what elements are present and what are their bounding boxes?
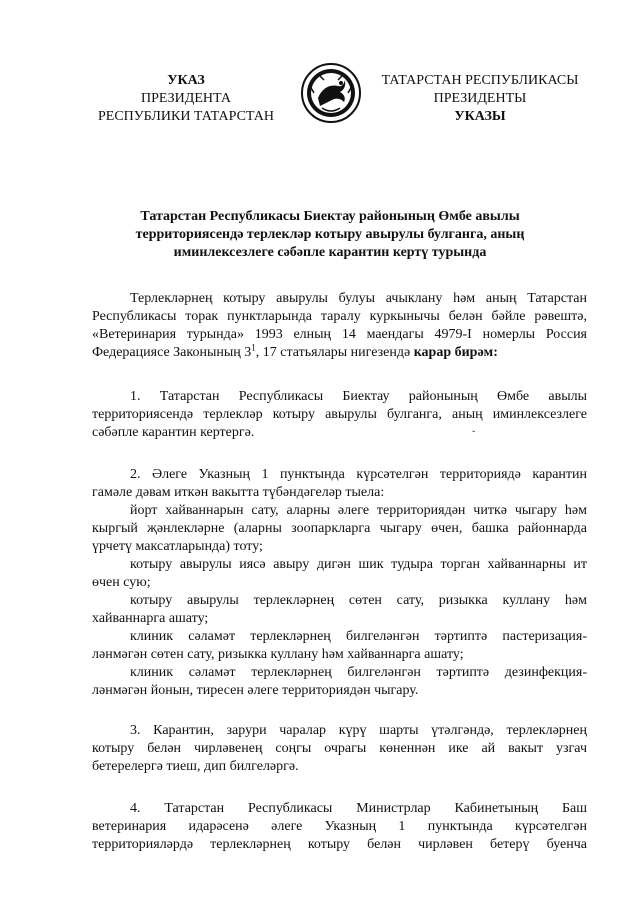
document-body: [92, 290, 587, 854]
superscript: 1: [251, 342, 256, 353]
item-line: котыру авырулы иясә авыру дигән шик тудыра торган хайваннарны ит: [130, 557, 587, 572]
document-title: [110, 208, 550, 262]
item-4: [92, 800, 587, 854]
preamble-line: «Ветеринария турында» 1993 елның 14 маендагы 4979-I номерлы Россия: [92, 327, 587, 342]
item-3: [92, 722, 587, 776]
preamble-line-last: [92, 344, 587, 362]
preamble-law-ref: Федерациясе Законының 3: [92, 345, 252, 360]
item-line: үрчетү максатларында) тоту;: [92, 539, 263, 554]
item-line: котыру белән чирләвенең соңгы очрагы көненнән ике ай вакыт узгач: [92, 741, 587, 756]
header-russian-block: [82, 72, 290, 126]
header-left-line: УКАЗ: [167, 73, 205, 88]
item-line: ләнмәгән сөтен сату, ризыкка куллану һәм хайваннарга ашату;: [92, 647, 464, 662]
header-right-line: ТАТАРСТАН РЕСПУБЛИКАСЫ: [381, 73, 579, 88]
item-line: клиник сәламәт терлекләрнең билгеләнгән тәртиптә пастеризация-: [130, 629, 587, 644]
item-line: территорияләрдә терлекләрнең котыру белән чирләвен бетерү буенча: [92, 837, 587, 852]
item-line: территориясендә терлекләр котыру авырулы булганга, аның иминлексезлеге: [92, 407, 587, 422]
header-right-line: ПРЕЗИДЕНТЫ: [433, 91, 527, 106]
item-line: кыргый җәнлекләрне (аларны зоопаркларга чыгару өчен, башка районнарда: [92, 521, 587, 536]
preamble-articles: , 17 статьялары нигезендә: [255, 345, 414, 360]
item-line: ләнмәгән йонын, тиресен әлеге территориядән чыгару.: [92, 683, 419, 698]
preamble-line: Республикасы торак пунктларында таралу куркынычы белән бәйле рәвештә,: [92, 309, 587, 324]
header-right-line: УКАЗЫ: [454, 109, 506, 124]
item-line: клиник сәламәт терлекләрнең билгеләнгән тәртиптә дезинфекция-: [130, 665, 587, 680]
item-line: хайваннарга ашату;: [92, 611, 209, 626]
item-line: 2. Әлеге Указның 1 пунктында күрсәтелгән территориядә карантин: [130, 467, 587, 482]
item-line: 1. Татарстан Республикасы Биектау районының Өмбе авылы: [130, 389, 587, 404]
scan-mark: ˇ: [472, 430, 476, 441]
preamble-paragraph: [92, 290, 587, 362]
item-2: [92, 466, 587, 700]
header-left-line: ПРЕЗИДЕНТА: [141, 91, 231, 106]
preamble-line: Терлекләрнең котыру авырулы булуы ачыклану һәм аның Татарстан: [130, 291, 587, 306]
item-line: 4. Татарстан Республикасы Министрлар Кабинетының Баш: [130, 801, 587, 816]
decree-phrase: карар бирәм:: [413, 345, 498, 360]
item-line: йорт хайваннарын сату, аларны әлеге территориядән читкә чыгару һәм: [130, 503, 587, 518]
item-line: бетерелергә тиеш, дип билгеләргә.: [92, 759, 299, 774]
title-line: Татарстан Республикасы Биектау районының Өмбе авылы: [140, 209, 520, 224]
item-line: гамәле дәвам иткән вакытта түбәндәгеләр тыела:: [92, 485, 385, 500]
item-line: ветеринария идарәсенә әлеге Указның 1 пунктында күрсәтелгән: [92, 819, 587, 834]
document-header: [0, 0, 640, 140]
item-1: [92, 388, 587, 442]
item-line: өчен сую;: [92, 575, 151, 590]
item-line: сәбәпле карантин кертергә.: [92, 425, 255, 440]
item-line: 3. Карантин, зарури чаралар күрү шарты үтәлгәндә, терлекләрнең: [130, 723, 587, 738]
coat-of-arms-icon: [300, 62, 362, 124]
item-line: котыру авырулы терлекләрнең сөтен сату, ризыкка куллану һәм: [130, 593, 587, 608]
header-left-line: РЕСПУБЛИКИ ТАТАРСТАН: [97, 109, 274, 124]
header-tatar-block: [368, 72, 592, 126]
title-line: иминлексезлеге сәбәпле карантин кертү турында: [173, 245, 487, 260]
title-line: территориясендә терлекләр котыру авырулы булганга, аның: [135, 227, 525, 242]
